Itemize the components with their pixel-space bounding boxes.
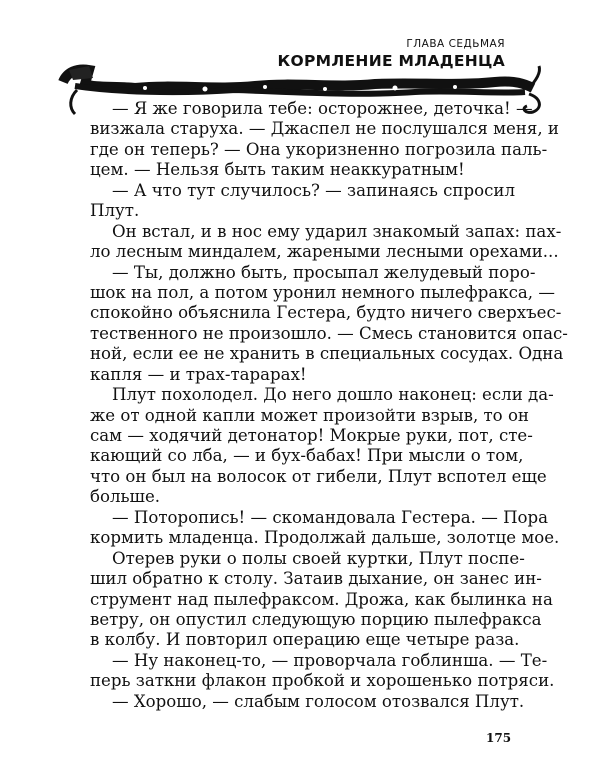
text-line: ной, если ее не хранить в специальных сосудах. Одна	[90, 344, 564, 364]
text-line: визжала старуха. — Джаспел не послушался меня, и	[90, 119, 559, 139]
text-line: тественного не произошло. — Смесь становится опас-	[90, 323, 568, 343]
text-line: Отерев руки о полы своей куртки, Плут поспе-	[112, 548, 525, 568]
text-line: спокойно объяснила Гестера, будто ничего сверхъес-	[90, 303, 562, 323]
paragraph	[90, 221, 562, 263]
text-line: что он был на волосок от гибели, Плут вспотел еще	[90, 466, 547, 486]
text-line: цем. — Нельзя быть таким неаккуратным!	[90, 160, 465, 180]
text-line: — А что тут случилось? — запинаясь спросил	[112, 180, 515, 200]
text-line: — Поторопись! — скомандовала Гестера. — Пора	[112, 507, 549, 527]
paragraph	[90, 262, 568, 386]
text-line: Он встал, и в нос ему ударил знакомый запах: пах-	[112, 221, 562, 241]
paragraph	[90, 180, 515, 222]
text-line: кормить младенца. Продолжай дальше, золотце мое.	[90, 528, 560, 548]
text-line: — Хорошо, — слабым голосом отозвался Плут.	[112, 691, 525, 711]
text-line: струмент над пылефраксом. Дрожа, как былинка на	[90, 589, 553, 609]
paragraph	[90, 507, 560, 549]
paragraph	[90, 385, 554, 508]
text-line: сам — ходячий детонатор! Мокрые руки, пот, сте-	[90, 426, 533, 445]
paragraph	[90, 691, 525, 712]
text-line: больше.	[90, 487, 161, 507]
text-line: где он теперь? — Она укоризненно погрозила паль-	[90, 139, 548, 159]
chapter-label: ГЛАВА СЕДЬМАЯ	[406, 38, 505, 50]
text-line: Плут.	[90, 201, 140, 221]
text-line: — Ну наконец-то, — проворчала гоблинша. — Те-	[112, 650, 548, 670]
text-line: перь заткни флакон пробкой и хорошенько потряси.	[90, 671, 555, 691]
paragraph	[90, 548, 553, 651]
text-line: капля — и трах-тарарах!	[90, 364, 307, 384]
body-text	[90, 99, 568, 712]
paragraph	[90, 650, 555, 692]
text-line: же от одной капли может произойти взрыв, то он	[90, 405, 529, 425]
text-line: шок на пол, а потом уронил немного пылефракса, —	[90, 282, 555, 302]
page-number: 175	[486, 731, 512, 745]
text-line: — Я же говорила тебе: осторожнее, деточка! —	[112, 99, 533, 118]
text-line: ветру, он опустил следующую порцию пылефракса	[90, 609, 542, 629]
text-line: — Ты, должно быть, просыпал желудевый поро-	[112, 262, 536, 282]
text-line: в колбу. И повторил операцию еще четыре раза.	[90, 630, 520, 650]
paragraph	[90, 99, 559, 181]
text-line: ло лесным миндалем, жареными лесными орехами...	[90, 242, 559, 262]
text-line: кающий со лба, — и бух-бабах! При мысли о том,	[90, 446, 524, 466]
chapter-title: КОРМЛЕНИЕ МЛАДЕНЦА	[277, 52, 505, 70]
text-line: шил обратно к столу. Затаив дыхание, он занес ин-	[90, 569, 542, 589]
text-line: Плут похолодел. До него дошло наконец: если да-	[112, 385, 554, 405]
